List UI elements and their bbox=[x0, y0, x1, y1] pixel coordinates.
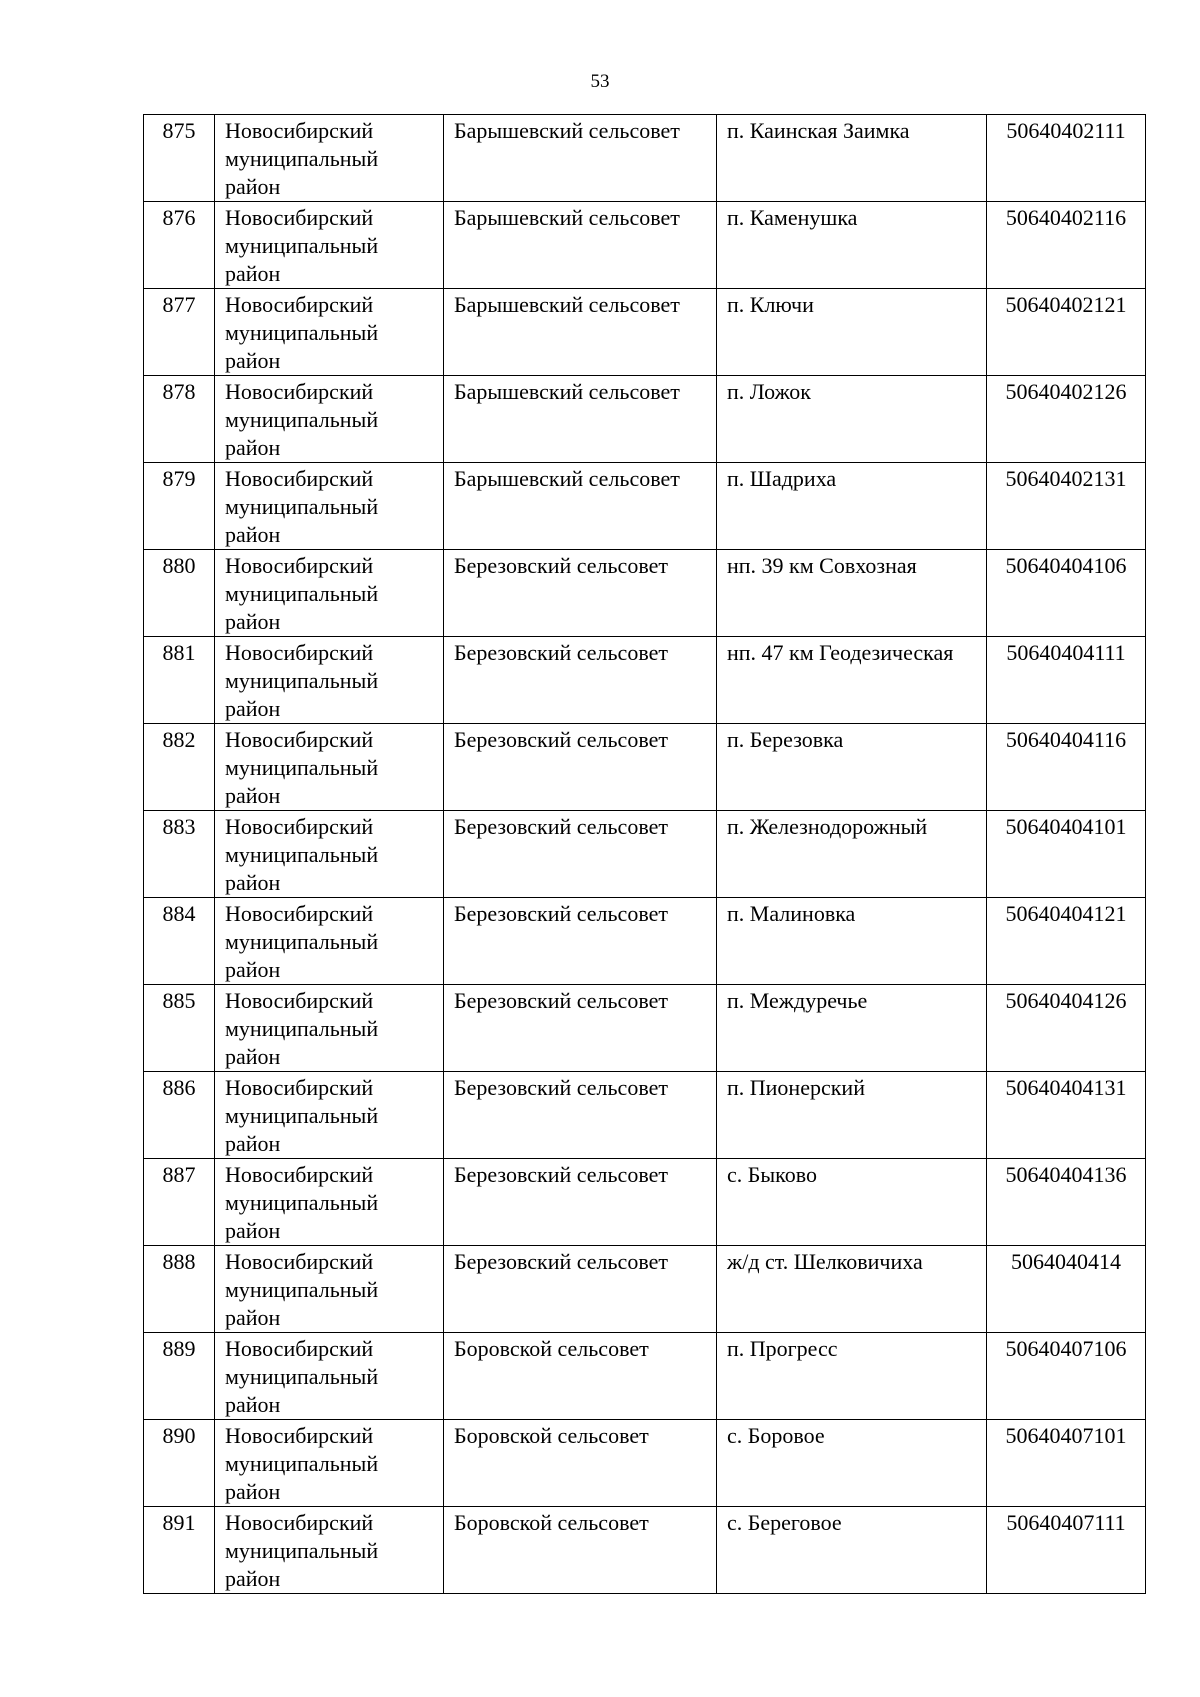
table-row bbox=[144, 202, 1146, 289]
district-cell: Новосибирский муниципальный район bbox=[215, 1420, 444, 1507]
row-number: 885 bbox=[144, 985, 215, 1072]
district-cell: Новосибирский муниципальный район bbox=[215, 898, 444, 985]
locality-cell: п. Ложок bbox=[717, 376, 987, 463]
row-number: 880 bbox=[144, 550, 215, 637]
row-number: 876 bbox=[144, 202, 215, 289]
code-cell: 50640404121 bbox=[987, 898, 1146, 985]
council-cell: Барышевский сельсовет bbox=[444, 115, 717, 202]
council-cell: Барышевский сельсовет bbox=[444, 376, 717, 463]
council-cell: Березовский сельсовет bbox=[444, 985, 717, 1072]
table-body bbox=[144, 115, 1146, 1594]
locality-cell: п. Пионерский bbox=[717, 1072, 987, 1159]
council-cell: Березовский сельсовет bbox=[444, 811, 717, 898]
locality-cell: п. Прогресс bbox=[717, 1333, 987, 1420]
district-cell: Новосибирский муниципальный район bbox=[215, 289, 444, 376]
district-cell: Новосибирский муниципальный район bbox=[215, 1159, 444, 1246]
locality-cell: п. Березовка bbox=[717, 724, 987, 811]
district-cell: Новосибирский муниципальный район bbox=[215, 1333, 444, 1420]
locality-cell: п. Шадриха bbox=[717, 463, 987, 550]
table-row bbox=[144, 1246, 1146, 1333]
code-cell: 50640402111 bbox=[987, 115, 1146, 202]
table-row bbox=[144, 463, 1146, 550]
table-row bbox=[144, 1507, 1146, 1594]
council-cell: Березовский сельсовет bbox=[444, 724, 717, 811]
table-row bbox=[144, 1420, 1146, 1507]
code-cell: 50640404131 bbox=[987, 1072, 1146, 1159]
table-row bbox=[144, 115, 1146, 202]
locality-cell: п. Малиновка bbox=[717, 898, 987, 985]
code-cell: 50640407101 bbox=[987, 1420, 1146, 1507]
table-row bbox=[144, 985, 1146, 1072]
table-row bbox=[144, 898, 1146, 985]
code-cell: 50640404116 bbox=[987, 724, 1146, 811]
district-cell: Новосибирский муниципальный район bbox=[215, 376, 444, 463]
code-cell: 50640404101 bbox=[987, 811, 1146, 898]
district-cell: Новосибирский муниципальный район bbox=[215, 463, 444, 550]
code-cell: 50640404126 bbox=[987, 985, 1146, 1072]
district-cell: Новосибирский муниципальный район bbox=[215, 1072, 444, 1159]
row-number: 879 bbox=[144, 463, 215, 550]
locality-cell: с. Быково bbox=[717, 1159, 987, 1246]
row-number: 887 bbox=[144, 1159, 215, 1246]
locality-cell: нп. 39 км Совхозная bbox=[717, 550, 987, 637]
locality-cell: п. Ключи bbox=[717, 289, 987, 376]
code-cell: 50640402131 bbox=[987, 463, 1146, 550]
council-cell: Барышевский сельсовет bbox=[444, 202, 717, 289]
table-row bbox=[144, 289, 1146, 376]
district-cell: Новосибирский муниципальный район bbox=[215, 985, 444, 1072]
row-number: 890 bbox=[144, 1420, 215, 1507]
code-cell: 50640402116 bbox=[987, 202, 1146, 289]
table-row bbox=[144, 376, 1146, 463]
row-number: 883 bbox=[144, 811, 215, 898]
row-number: 875 bbox=[144, 115, 215, 202]
district-cell: Новосибирский муниципальный район bbox=[215, 1246, 444, 1333]
code-cell: 50640407106 bbox=[987, 1333, 1146, 1420]
council-cell: Боровской сельсовет bbox=[444, 1507, 717, 1594]
code-cell: 50640402121 bbox=[987, 289, 1146, 376]
row-number: 878 bbox=[144, 376, 215, 463]
row-number: 881 bbox=[144, 637, 215, 724]
council-cell: Березовский сельсовет bbox=[444, 1246, 717, 1333]
code-cell: 50640404111 bbox=[987, 637, 1146, 724]
locality-cell: п. Железнодорожный bbox=[717, 811, 987, 898]
table-row bbox=[144, 724, 1146, 811]
code-cell: 5064040414 bbox=[987, 1246, 1146, 1333]
council-cell: Барышевский сельсовет bbox=[444, 289, 717, 376]
district-cell: Новосибирский муниципальный район bbox=[215, 115, 444, 202]
district-cell: Новосибирский муниципальный район bbox=[215, 811, 444, 898]
table-row bbox=[144, 1072, 1146, 1159]
locality-cell: с. Береговое bbox=[717, 1507, 987, 1594]
locality-cell: с. Боровое bbox=[717, 1420, 987, 1507]
council-cell: Березовский сельсовет bbox=[444, 550, 717, 637]
locality-cell: нп. 47 км Геодезическая bbox=[717, 637, 987, 724]
table-row bbox=[144, 550, 1146, 637]
settlements-table bbox=[143, 114, 1146, 1594]
row-number: 882 bbox=[144, 724, 215, 811]
council-cell: Барышевский сельсовет bbox=[444, 463, 717, 550]
row-number: 888 bbox=[144, 1246, 215, 1333]
row-number: 884 bbox=[144, 898, 215, 985]
table-row bbox=[144, 1159, 1146, 1246]
council-cell: Боровской сельсовет bbox=[444, 1333, 717, 1420]
row-number: 889 bbox=[144, 1333, 215, 1420]
table-row bbox=[144, 1333, 1146, 1420]
district-cell: Новосибирский муниципальный район bbox=[215, 724, 444, 811]
district-cell: Новосибирский муниципальный район bbox=[215, 202, 444, 289]
page-number: 53 bbox=[590, 71, 610, 92]
council-cell: Березовский сельсовет bbox=[444, 1159, 717, 1246]
district-cell: Новосибирский муниципальный район bbox=[215, 637, 444, 724]
table-row bbox=[144, 637, 1146, 724]
code-cell: 50640402126 bbox=[987, 376, 1146, 463]
code-cell: 50640404136 bbox=[987, 1159, 1146, 1246]
council-cell: Березовский сельсовет bbox=[444, 637, 717, 724]
row-number: 886 bbox=[144, 1072, 215, 1159]
locality-cell: п. Междуречье bbox=[717, 985, 987, 1072]
row-number: 891 bbox=[144, 1507, 215, 1594]
code-cell: 50640407111 bbox=[987, 1507, 1146, 1594]
locality-cell: ж/д ст. Шелковичиха bbox=[717, 1246, 987, 1333]
locality-cell: п. Каменушка bbox=[717, 202, 987, 289]
council-cell: Березовский сельсовет bbox=[444, 898, 717, 985]
row-number: 877 bbox=[144, 289, 215, 376]
district-cell: Новосибирский муниципальный район bbox=[215, 550, 444, 637]
table-row bbox=[144, 811, 1146, 898]
district-cell: Новосибирский муниципальный район bbox=[215, 1507, 444, 1594]
council-cell: Боровской сельсовет bbox=[444, 1420, 717, 1507]
code-cell: 50640404106 bbox=[987, 550, 1146, 637]
locality-cell: п. Каинская Заимка bbox=[717, 115, 987, 202]
council-cell: Березовский сельсовет bbox=[444, 1072, 717, 1159]
